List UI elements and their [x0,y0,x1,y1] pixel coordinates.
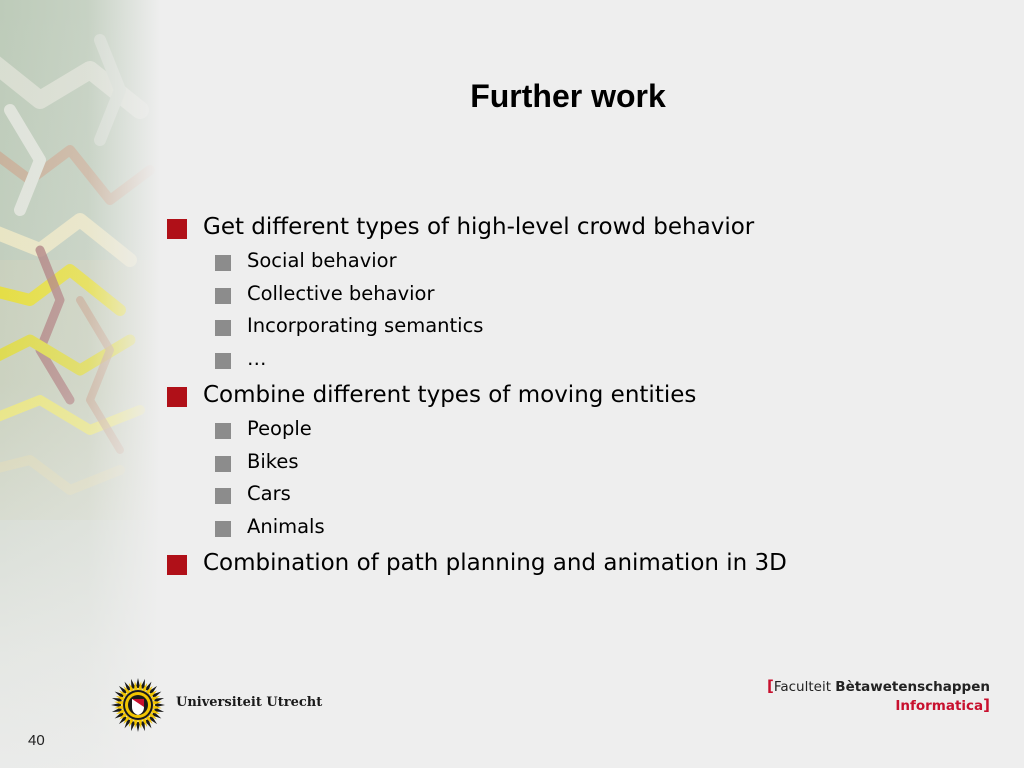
bullet-text: Combination of path planning and animation in 3D [203,550,787,576]
bullet-square-icon [215,423,231,439]
bullet-text: Social behavior [247,249,397,272]
faculty-line [767,677,990,696]
sub-bullet-item [247,481,291,507]
bullet-item [203,380,696,410]
bullet-square-icon [215,320,231,336]
sub-bullet-item [247,346,267,372]
sub-bullet-item [247,416,312,442]
bullet-square-icon [215,456,231,472]
bracket-open: [ [766,677,774,695]
sub-bullet-item [247,514,325,540]
bullet-item [203,548,787,578]
bullet-square-icon [167,387,187,407]
bullet-text: Cars [247,482,291,505]
bullet-square-icon [215,288,231,304]
faculty-name: Bètawetenschappen [835,679,990,695]
department-line [767,696,990,715]
bullet-item [203,212,754,242]
bracket-close: ] [983,696,990,714]
bullet-square-icon [215,488,231,504]
page-number: 40 [28,732,45,749]
department-name: Informatica [895,698,984,714]
bullet-text: Collective behavior [247,282,435,305]
bullet-text: People [247,417,312,440]
bullet-text: Animals [247,515,325,538]
sub-bullet-item [247,449,299,475]
university-name: Universiteit Utrecht [176,695,323,710]
faculty-prefix: Faculteit [773,679,831,695]
faculty-label [767,677,990,715]
slide-title: Further work [470,78,666,114]
sub-bullet-item [247,281,435,307]
sub-bullet-item [247,248,397,274]
bullet-text: Get different types of high-level crowd behavior [203,214,755,240]
bullet-square-icon [215,353,231,369]
university-sun-seal-icon [110,677,166,733]
bullet-text: Bikes [247,450,299,473]
bullet-text: Incorporating semantics [247,314,484,337]
bullet-square-icon [167,555,187,575]
bullet-text: … [247,347,267,370]
sub-bullet-item [247,313,483,339]
bullet-square-icon [215,255,231,271]
bullet-square-icon [215,521,231,537]
bullet-square-icon [167,219,187,239]
bullet-text: Combine different types of moving entities [203,382,697,408]
